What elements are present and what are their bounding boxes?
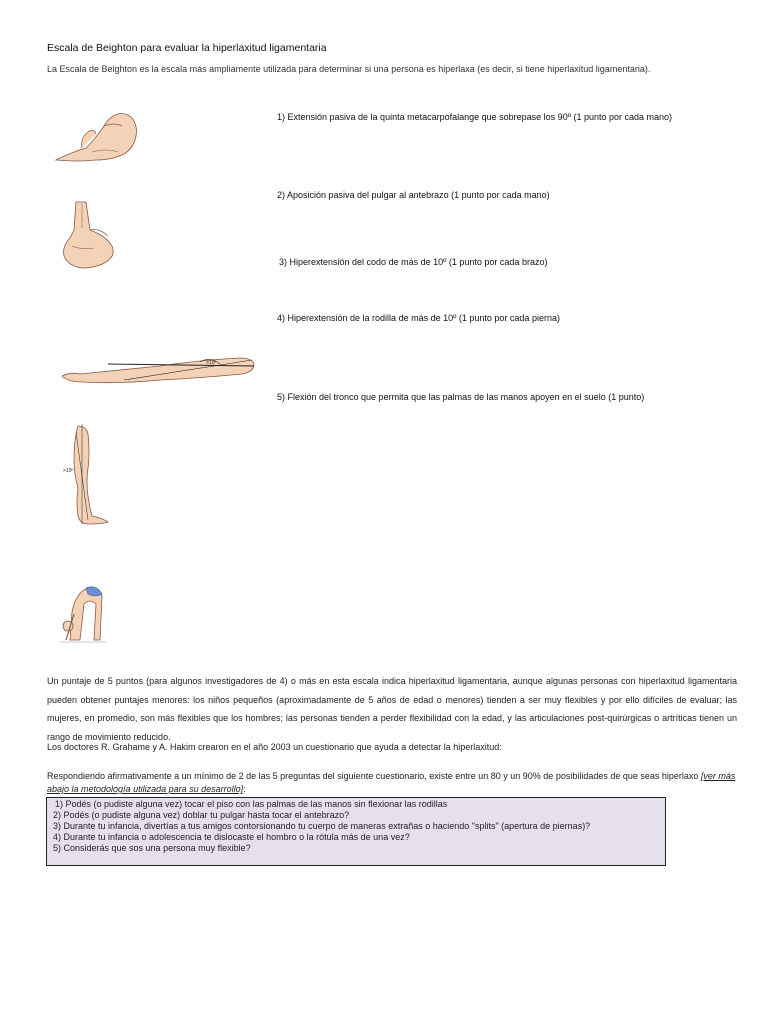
criterion-5: 5) Flexión del tronco que permita que las palmas de las manos apoyen en el suelo (1 punto) xyxy=(277,392,645,402)
knee-hyperextension-illustration xyxy=(62,424,112,526)
criterion-3: 3) Hiperextensión del codo de más de 10º (1 punto por cada brazo) xyxy=(279,257,548,267)
knee-angle-label: >10º xyxy=(63,468,74,474)
methodology-link[interactable]: [ver más abajo la metodología utilizada para su desarrollo] xyxy=(47,771,736,794)
question-5: 5) Considerás que sos una persona muy flexible? xyxy=(53,843,251,853)
questionnaire-box xyxy=(46,797,666,866)
question-1: 1) Podés (o pudiste alguna vez) tocar el piso con las palmas de las manos sin flexionar las rodillas xyxy=(55,799,448,809)
criterion-1: 1) Extensión pasiva de la quinta metacarpofalange que sobrepase los 90º (1 punto por cada mano) xyxy=(277,112,673,122)
question-4: 4) Durante tu infancia o adolescencia te dislocaste el hombro o la rótula más de una vez? xyxy=(53,832,410,842)
criterion-4: 4) Hiperextensión de la rodilla de más de 10º (1 punto por cada pierna) xyxy=(277,313,560,323)
page-title: Escala de Beighton para evaluar la hiperlaxitud ligamentaria xyxy=(47,42,327,54)
criterion-2: 2) Aposición pasiva del pulgar al antebrazo (1 punto por cada mano) xyxy=(277,190,550,200)
response-paragraph xyxy=(47,770,737,796)
elbow-hyperextension-illustration xyxy=(60,352,256,390)
trunk-flexion-illustration xyxy=(56,582,108,646)
response-tail: : xyxy=(243,784,246,794)
question-2: 2) Podés (o pudiste alguna vez) doblar tu pulgar hasta tocar el antebrazo? xyxy=(53,810,350,820)
elbow-angle-label: >10º xyxy=(206,360,217,366)
response-text: Respondiendo afirmativamente a un mínimo de 2 de las 5 preguntas del siguiente cuestionario, existe entre un 80 y un 90% de posibilidades de que seas hiperlaxo xyxy=(47,771,701,781)
score-paragraph: Un puntaje de 5 puntos (para algunos investigadores de 4) o más en esta escala indica hiperlaxitud ligamentaria, aunque algunas personas con hiperlaxitud ligamentaria pueden obtener puntajes menores: los niños pequeños (aproximadamente de 5 años de edad o menores) tienden a ser muy flexibles y por ello difíciles de evaluar; las mujeres, en promedio, son más flexibles que los hombres; las personas tienden a perder flexibilidad con la edad, y las articulaciones post-quirúrgicas o artríticas tienen un rango de movimiento reducido. xyxy=(47,676,737,742)
authors-line: Los doctores R. Grahame y A. Hakim crearon en el año 2003 un cuestionario que ayuda a detectar la hiperlaxitud: xyxy=(47,742,502,752)
thumb-apposition-illustration xyxy=(60,200,122,274)
hand-finger-extension-illustration xyxy=(52,108,144,166)
question-3: 3) Durante tu infancia, divertías a tus amigos contorsionando tu cuerpo de maneras extrañas o haciendo "splits" (apertura de piernas)? xyxy=(53,821,591,831)
intro-paragraph: La Escala de Beighton es la escala más ampliamente utilizada para determinar si una persona es hiperlaxa (es decir, si tiene hiperlaxitud ligamentaria). xyxy=(47,64,651,74)
